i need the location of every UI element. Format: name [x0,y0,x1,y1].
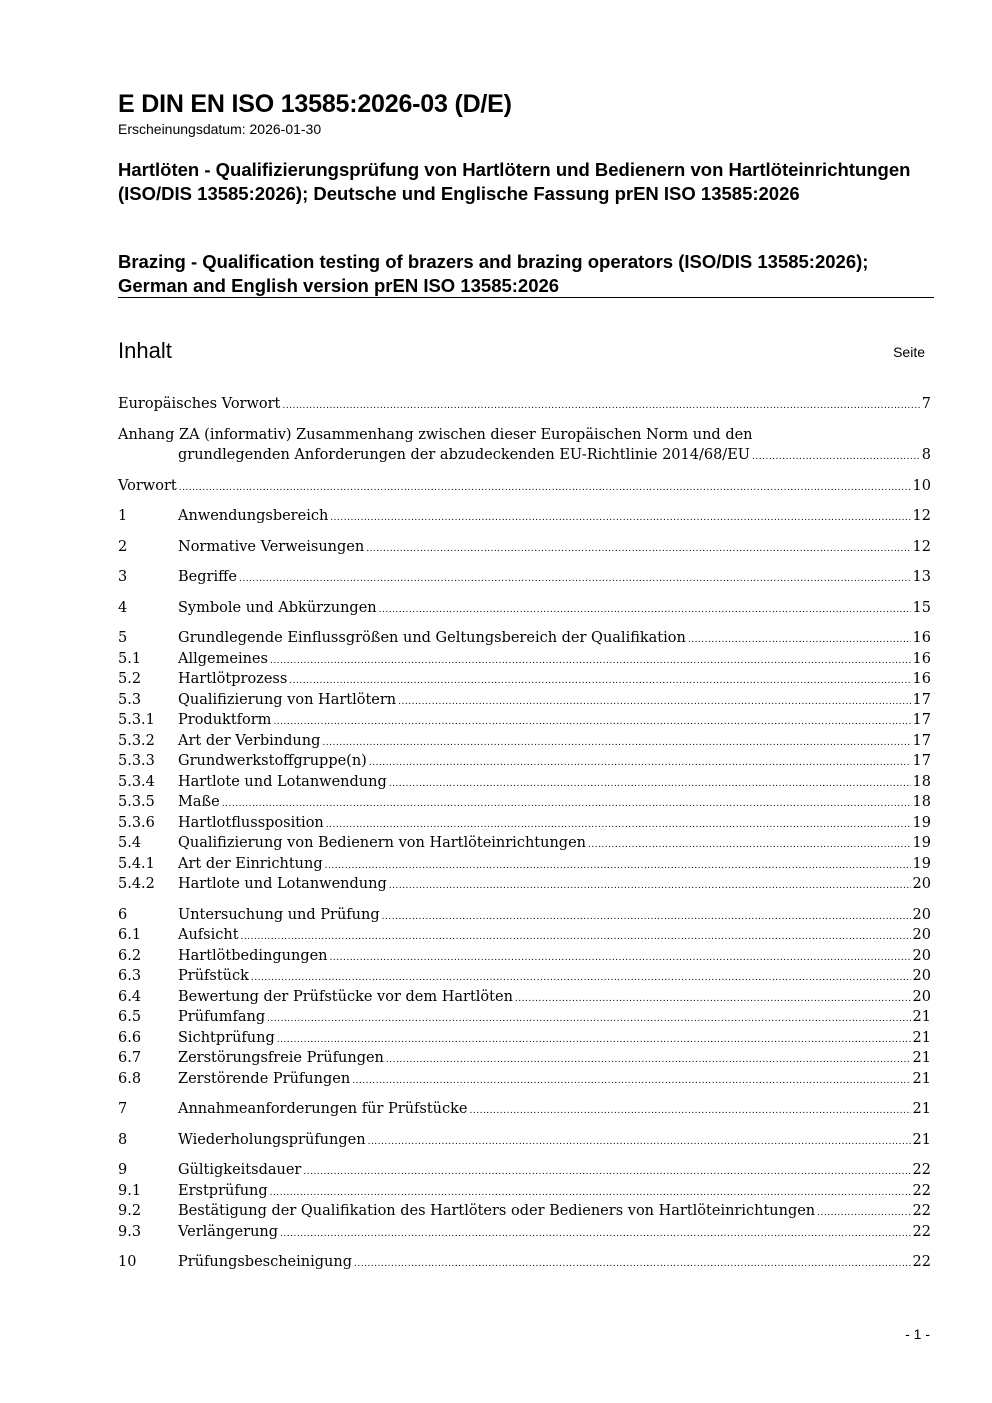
toc-entry-text: Anhang ZA (informativ) Zusammenhang zwischen dieser Europäischen Norm und den [118,426,753,443]
toc-entry[interactable] [118,854,931,875]
toc-leader-dots [241,925,911,946]
title-german: Hartlöten - Qualifizierungsprüfung von Hartlötern und Bedienern von Hartlöteinrichtungen (ISO/DIS 13585:2026); Deutsche und Englische Fassung prEN ISO 13585:2026 [118,159,911,204]
toc-entry-page: 20 [912,968,931,984]
toc-leader-dots [352,1069,910,1090]
toc-entry[interactable] [118,506,931,527]
toc-entry-page: 20 [912,906,931,923]
toc-leader-dots [325,854,911,875]
toc-entry-text: Prüfungsbescheinigung [178,1254,352,1270]
toc-entry-text: Grundwerkstoffgruppe(n) [178,753,367,769]
toc-entry-page: 16 [912,671,931,687]
toc-leader-dots [273,710,910,731]
toc-entry-text: Gültigkeitsdauer [178,1162,302,1178]
toc-entry-eu-foreword[interactable] [118,394,931,415]
toc-entry-text: Bewertung der Prüfstücke vor dem Hartlöten [178,988,513,1005]
toc-entry[interactable] [118,1222,931,1243]
toc-entry-number: 6.8 [118,1070,142,1087]
toc-section-list [118,506,931,1273]
toc-entry[interactable] [118,751,931,772]
toc-heading: Inhalt [118,338,172,363]
toc-leader-dots [389,772,911,793]
toc-leader-dots [270,649,911,670]
toc-entry-text: Vorwort [118,477,177,494]
toc-entry-number: 7 [118,1101,128,1117]
toc-entry-text: Hartlötprozess [178,671,288,687]
toc-leader-dots [303,1160,910,1181]
toc-entry-number: 9.1 [118,1182,142,1199]
toc-entry-page: 15 [912,599,931,616]
toc-entry-number: 6.2 [118,947,142,964]
toc-entry-page: 20 [912,876,931,892]
toc-entry[interactable] [118,1130,931,1151]
toc-entry-annex-za[interactable] [118,425,931,466]
toc-entry-number: 3 [118,569,128,585]
toc-entry[interactable] [118,537,931,558]
toc-entry-text: Symbole und Abkürzungen [178,599,377,616]
header-divider [118,297,934,298]
toc-entry-text: Europäisches Vorwort [118,396,281,412]
toc-leader-dots [277,1028,911,1049]
toc-entry-text: Wiederholungsprüfungen [178,1131,366,1148]
toc-entry-text: Hartlote und Lotanwendung [178,876,387,892]
toc-entry-number: 2 [118,538,128,555]
toc-leader-dots [366,537,910,558]
toc-leader-dots [251,966,911,987]
toc-entry-foreword[interactable] [118,476,931,497]
toc-leader-dots [588,833,911,854]
toc-entry-number: 5 [118,630,128,646]
toc-entry-number: 5.3.3 [118,753,155,769]
toc-leader-dots [515,987,911,1008]
toc-entry-page: 8 [921,447,931,463]
toc-entry[interactable] [118,690,931,711]
toc-entry[interactable] [118,1048,931,1069]
toc-leader-dots [179,476,911,497]
toc-entry[interactable] [118,966,931,987]
toc-entry-page: 21 [912,1009,931,1025]
toc-entry-number: 5.2 [118,671,142,687]
toc-leader-dots [379,598,911,619]
toc-leader-dots [270,1181,911,1202]
toc-leader-dots [322,731,910,752]
toc-entry-page: 22 [912,1203,931,1219]
toc-entry-page: 16 [912,630,931,646]
issue-date: Erscheinungsdatum: 2026-01-30 [118,121,322,137]
toc-entry[interactable] [118,772,931,793]
toc-entry[interactable] [118,567,931,588]
toc-leader-dots [282,394,919,415]
toc-entry-number: 6 [118,906,128,923]
toc-entry[interactable] [118,946,931,967]
toc-entry-number: 5.3.2 [118,732,155,749]
toc-leader-dots [688,628,911,649]
toc-entry-number: 9 [118,1162,128,1178]
document-id: E DIN EN ISO 13585:2026-03 (D/E) [118,90,512,118]
toc-entry-page: 17 [912,691,931,708]
table-of-contents [118,394,931,1273]
toc-entry[interactable] [118,1007,931,1028]
toc-leader-dots [752,445,920,466]
toc-entry-number: 9.2 [118,1203,142,1219]
toc-leader-dots [330,506,910,527]
toc-entry-page: 21 [912,1029,931,1046]
toc-entry-page: 16 [912,650,931,667]
toc-entry[interactable] [118,669,931,690]
toc-entry[interactable] [118,649,931,670]
toc-entry-page: 22 [912,1162,931,1178]
toc-entry[interactable] [118,1252,931,1273]
toc-entry-page: 12 [912,538,931,555]
toc-entry-text: Sichtprüfung [178,1029,275,1046]
toc-entry-page: 17 [912,732,931,749]
toc-entry-number: 6.5 [118,1009,142,1025]
toc-entry-text: Art der Verbindung [178,732,321,749]
toc-entry-number: 6.3 [118,968,142,984]
toc-entry-number: 5.1 [118,650,142,667]
toc-entry-page: 17 [912,712,931,728]
toc-entry-number: 5.3.1 [118,712,155,728]
toc-entry-text: Zerstörende Prüfungen [178,1070,351,1087]
toc-leader-dots [239,567,911,588]
toc-entry[interactable] [118,1181,931,1202]
toc-entry-page: 18 [912,794,931,810]
toc-entry-page: 19 [912,855,931,872]
toc-leader-dots [398,690,910,711]
toc-entry-text: Prüfumfang [178,1009,266,1025]
toc-entry-number: 5.3 [118,691,142,708]
toc-entry-text: Maße [178,794,220,810]
toc-entry[interactable] [118,1028,931,1049]
toc-entry-page: 13 [912,569,931,585]
toc-entry-page: 19 [912,835,931,851]
toc-entry-text: Hartlotflussposition [178,814,324,831]
toc-entry-page: 17 [912,753,931,769]
toc-entry-page: 22 [912,1223,931,1240]
toc-entry-page: 22 [912,1182,931,1199]
toc-entry-number: 6.4 [118,988,142,1005]
toc-leader-dots [389,874,911,895]
toc-entry[interactable] [118,833,931,854]
toc-leader-dots [369,751,911,772]
toc-entry-page: 18 [912,773,931,790]
toc-entry[interactable] [118,731,931,752]
toc-leader-dots [326,813,911,834]
toc-entry-number: 5.4.2 [118,876,155,892]
toc-leader-dots [382,905,911,926]
toc-entry-number: 5.3.5 [118,794,155,810]
toc-entry[interactable] [118,1069,931,1090]
page-number: - 1 - [905,1326,930,1342]
toc-entry-page: 19 [912,814,931,831]
toc-entry-number: 5.4.1 [118,855,155,872]
toc-entry-text-cont: grundlegenden Anforderungen der abzudeckenden EU-Richtlinie 2014/68/EU [178,447,750,463]
toc-entry-text: Begriffe [178,569,237,585]
toc-entry[interactable] [118,987,931,1008]
toc-entry-number: 6.7 [118,1050,142,1066]
toc-leader-dots [470,1099,911,1120]
toc-entry-number: 9.3 [118,1223,142,1240]
toc-entry-page: 21 [912,1050,931,1066]
toc-entry[interactable] [118,1099,931,1120]
toc-leader-dots [368,1130,911,1151]
title-english: Brazing - Qualification testing of brazers and brazing operators (ISO/DIS 13585:2026); German and English version prEN ISO 13585:2026 [118,251,869,296]
toc-entry-text: Verlängerung [178,1223,279,1240]
toc-entry[interactable] [118,792,931,813]
toc-entry-text: Hartlote und Lotanwendung [178,773,387,790]
toc-entry-page: 21 [912,1101,931,1117]
toc-leader-dots [280,1222,911,1243]
toc-entry-text: Untersuchung und Prüfung [178,906,380,923]
toc-entry-text: Anwendungsbereich [178,508,329,524]
toc-entry[interactable] [118,598,931,619]
toc-entry[interactable] [118,1160,931,1181]
toc-entry-page: 20 [912,988,931,1005]
toc-entry-text: Annahmeanforderungen für Prüfstücke [178,1101,468,1117]
toc-entry-number: 8 [118,1131,128,1148]
toc-entry[interactable] [118,710,931,731]
toc-leader-dots [817,1201,910,1222]
toc-entry[interactable] [118,905,931,926]
toc-leader-dots [354,1252,911,1273]
toc-entry-text: Allgemeines [178,650,268,667]
toc-entry-text: Erstprüfung [178,1182,268,1199]
toc-entry-number: 10 [118,1254,137,1270]
toc-entry-number: 4 [118,599,128,616]
toc-entry-text: Prüfstück [178,968,249,984]
toc-leader-dots [289,669,910,690]
toc-entry-text: Grundlegende Einflussgrößen und Geltungsbereich der Qualifikation [178,630,686,646]
toc-entry[interactable] [118,1201,931,1222]
toc-leader-dots [267,1007,910,1028]
toc-page-label: Seite [893,344,925,360]
toc-entry[interactable] [118,628,931,649]
toc-entry-number: 5.3.4 [118,773,155,790]
toc-entry-text: Produktform [178,712,272,728]
toc-entry-page: 20 [912,927,931,943]
toc-entry-page: 10 [912,477,931,494]
toc-entry-text: Qualifizierung von Bedienern von Hartlöteinrichtungen [178,835,586,851]
toc-entry-page: 20 [912,947,931,964]
toc-entry[interactable] [118,813,931,834]
toc-entry-text: Aufsicht [178,927,239,943]
toc-entry-text: Normative Verweisungen [178,538,365,555]
toc-entry[interactable] [118,925,931,946]
toc-entry-page: 22 [912,1254,931,1270]
toc-leader-dots [222,792,911,813]
toc-entry-number: 5.3.6 [118,814,155,831]
toc-entry-text: Qualifizierung von Hartlötern [178,691,397,708]
toc-entry-number: 5.4 [118,835,142,851]
toc-entry-page: 21 [912,1131,931,1148]
toc-entry-page: 7 [921,396,931,412]
toc-entry-page: 12 [912,508,931,524]
toc-entry-number: 6.6 [118,1029,142,1046]
toc-entry-text: Hartlötbedingungen [178,947,328,964]
toc-leader-dots [330,946,911,967]
toc-leader-dots [386,1048,911,1069]
toc-entry-text: Zerstörungsfreie Prüfungen [178,1050,384,1066]
toc-entry-number: 6.1 [118,927,142,943]
toc-entry-page: 21 [912,1070,931,1087]
toc-entry-text: Art der Einrichtung [178,855,323,872]
toc-entry-number: 1 [118,508,128,524]
toc-entry[interactable] [118,874,931,895]
toc-entry-text: Bestätigung der Qualifikation des Hartlöters oder Bedieners von Hartlöteinrichtungen [178,1203,816,1219]
